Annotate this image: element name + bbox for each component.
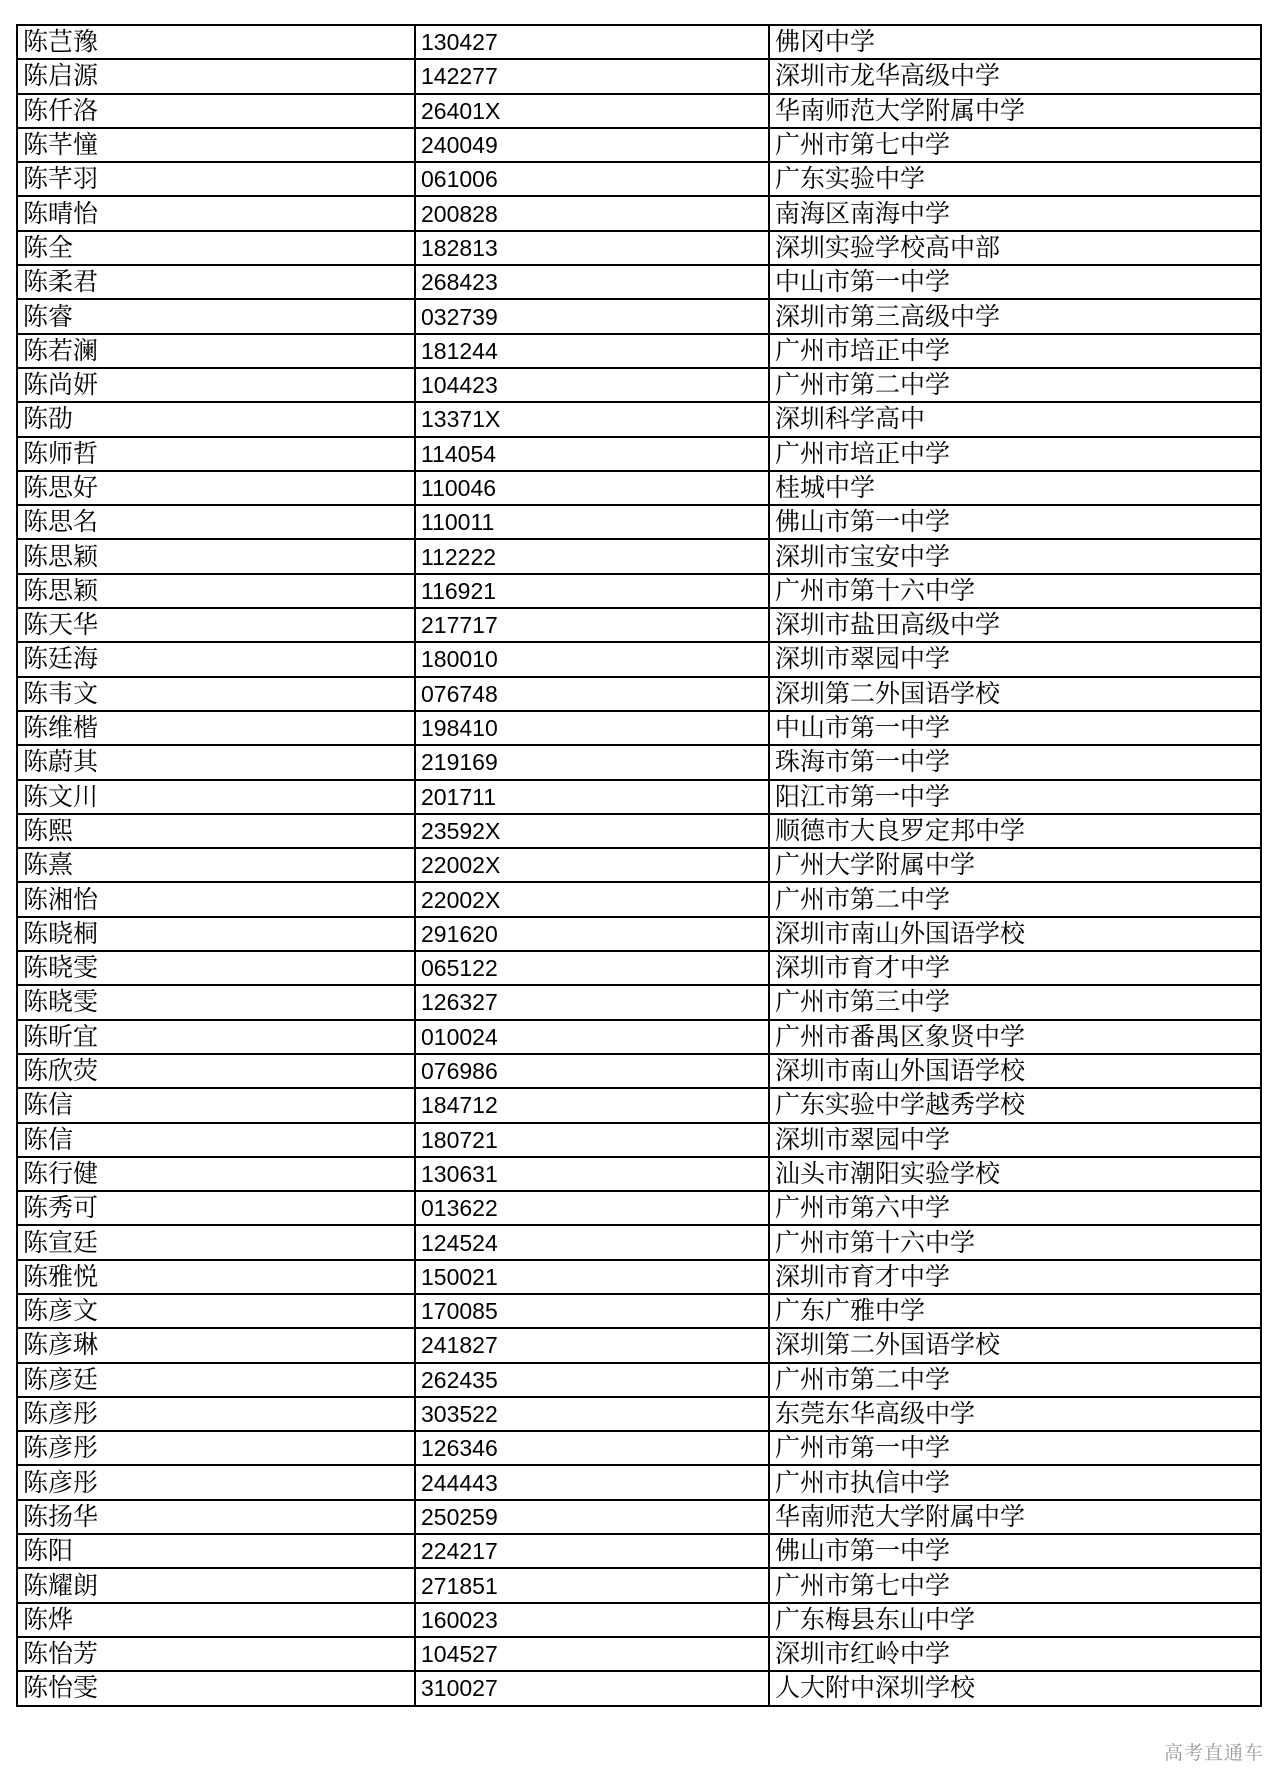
- school-cell: 佛冈中学: [769, 25, 1261, 59]
- id-cell: 23592X: [415, 814, 769, 848]
- table-row: [17, 882, 1261, 916]
- name-cell: 陈烨: [17, 1603, 415, 1637]
- table-row: [17, 94, 1261, 128]
- name-cell: 陈师哲: [17, 437, 415, 471]
- id-cell: 182813: [415, 231, 769, 265]
- name-cell: 陈宣廷: [17, 1225, 415, 1259]
- school-cell: 汕头市潮阳实验学校: [769, 1157, 1261, 1191]
- name-cell: 陈彦廷: [17, 1363, 415, 1397]
- id-cell: 010024: [415, 1020, 769, 1054]
- id-cell: 110011: [415, 505, 769, 539]
- name-cell: 陈信: [17, 1088, 415, 1122]
- name-cell: 陈秀可: [17, 1191, 415, 1225]
- school-cell: 深圳市育才中学: [769, 1260, 1261, 1294]
- name-cell: 陈彦文: [17, 1294, 415, 1328]
- school-cell: 东莞东华高级中学: [769, 1397, 1261, 1431]
- school-cell: 深圳市育才中学: [769, 951, 1261, 985]
- name-cell: 陈晓雯: [17, 951, 415, 985]
- name-cell: 陈熙: [17, 814, 415, 848]
- school-cell: 广州市第七中学: [769, 1568, 1261, 1602]
- id-cell: 201711: [415, 780, 769, 814]
- name-cell: 陈思名: [17, 505, 415, 539]
- school-cell: 深圳市龙华高级中学: [769, 59, 1261, 93]
- table-row: [17, 1500, 1261, 1534]
- name-cell: 陈耀朗: [17, 1568, 415, 1602]
- table-row: [17, 505, 1261, 539]
- id-cell: 170085: [415, 1294, 769, 1328]
- id-cell: 291620: [415, 917, 769, 951]
- table-row: [17, 608, 1261, 642]
- student-table: [16, 24, 1262, 1707]
- name-cell: 陈行健: [17, 1157, 415, 1191]
- name-cell: 陈芊羽: [17, 162, 415, 196]
- school-cell: 广州市第二中学: [769, 1363, 1261, 1397]
- table-row: [17, 437, 1261, 471]
- school-cell: 华南师范大学附属中学: [769, 1500, 1261, 1534]
- school-cell: 广州市第十六中学: [769, 1225, 1261, 1259]
- id-cell: 200828: [415, 196, 769, 230]
- table-row: [17, 745, 1261, 779]
- table-row: [17, 59, 1261, 93]
- school-cell: 广州市第七中学: [769, 128, 1261, 162]
- table-row: [17, 1363, 1261, 1397]
- name-cell: 陈启源: [17, 59, 415, 93]
- school-cell: 广州市执信中学: [769, 1465, 1261, 1499]
- table-row: [17, 1397, 1261, 1431]
- school-cell: 深圳第二外国语学校: [769, 677, 1261, 711]
- table-row: [17, 780, 1261, 814]
- school-cell: 华南师范大学附属中学: [769, 94, 1261, 128]
- name-cell: 陈睿: [17, 299, 415, 333]
- name-cell: 陈思好: [17, 471, 415, 505]
- table-row: [17, 368, 1261, 402]
- id-cell: 184712: [415, 1088, 769, 1122]
- school-cell: 广州市第二中学: [769, 368, 1261, 402]
- table-row: [17, 1123, 1261, 1157]
- id-cell: 181244: [415, 334, 769, 368]
- id-cell: 126346: [415, 1431, 769, 1465]
- table-row: [17, 574, 1261, 608]
- name-cell: 陈湘怡: [17, 882, 415, 916]
- name-cell: 陈韦文: [17, 677, 415, 711]
- school-cell: 佛山市第一中学: [769, 505, 1261, 539]
- id-cell: 241827: [415, 1328, 769, 1362]
- id-cell: 224217: [415, 1534, 769, 1568]
- name-cell: 陈彦彤: [17, 1397, 415, 1431]
- id-cell: 268423: [415, 265, 769, 299]
- school-cell: 中山市第一中学: [769, 265, 1261, 299]
- name-cell: 陈廷海: [17, 642, 415, 676]
- id-cell: 22002X: [415, 882, 769, 916]
- name-cell: 陈晴怡: [17, 196, 415, 230]
- table-row: [17, 128, 1261, 162]
- name-cell: 陈欣荧: [17, 1054, 415, 1088]
- id-cell: 076986: [415, 1054, 769, 1088]
- name-cell: 陈雅悦: [17, 1260, 415, 1294]
- id-cell: 130427: [415, 25, 769, 59]
- table-row: [17, 1191, 1261, 1225]
- name-cell: 陈扬华: [17, 1500, 415, 1534]
- name-cell: 陈晓桐: [17, 917, 415, 951]
- name-cell: 陈彦彤: [17, 1465, 415, 1499]
- id-cell: 160023: [415, 1603, 769, 1637]
- id-cell: 116921: [415, 574, 769, 608]
- school-cell: 广东梅县东山中学: [769, 1603, 1261, 1637]
- school-cell: 桂城中学: [769, 471, 1261, 505]
- id-cell: 217717: [415, 608, 769, 642]
- table-row: [17, 848, 1261, 882]
- id-cell: 124524: [415, 1225, 769, 1259]
- student-list: [16, 24, 1260, 1707]
- table-row: [17, 471, 1261, 505]
- id-cell: 013622: [415, 1191, 769, 1225]
- id-cell: 219169: [415, 745, 769, 779]
- name-cell: 陈彦彤: [17, 1431, 415, 1465]
- id-cell: 104423: [415, 368, 769, 402]
- id-cell: 244443: [415, 1465, 769, 1499]
- school-cell: 广州市第六中学: [769, 1191, 1261, 1225]
- id-cell: 303522: [415, 1397, 769, 1431]
- school-cell: 广州市培正中学: [769, 437, 1261, 471]
- school-cell: 广州市番禺区象贤中学: [769, 1020, 1261, 1054]
- table-row: [17, 677, 1261, 711]
- id-cell: 250259: [415, 1500, 769, 1534]
- school-cell: 中山市第一中学: [769, 711, 1261, 745]
- school-cell: 广州市第十六中学: [769, 574, 1261, 608]
- table-row: [17, 1328, 1261, 1362]
- table-row: [17, 1534, 1261, 1568]
- school-cell: 深圳市南山外国语学校: [769, 917, 1261, 951]
- name-cell: 陈维楷: [17, 711, 415, 745]
- name-cell: 陈芊憧: [17, 128, 415, 162]
- id-cell: 032739: [415, 299, 769, 333]
- school-cell: 深圳科学高中: [769, 402, 1261, 436]
- id-cell: 240049: [415, 128, 769, 162]
- id-cell: 180721: [415, 1123, 769, 1157]
- school-cell: 深圳市南山外国语学校: [769, 1054, 1261, 1088]
- name-cell: 陈劭: [17, 402, 415, 436]
- school-cell: 阳江市第一中学: [769, 780, 1261, 814]
- id-cell: 310027: [415, 1671, 769, 1705]
- id-cell: 126327: [415, 985, 769, 1019]
- table-row: [17, 1603, 1261, 1637]
- school-cell: 深圳市第三高级中学: [769, 299, 1261, 333]
- table-row: [17, 196, 1261, 230]
- school-cell: 广州市第三中学: [769, 985, 1261, 1019]
- school-cell: 广东广雅中学: [769, 1294, 1261, 1328]
- name-cell: 陈天华: [17, 608, 415, 642]
- table-row: [17, 1431, 1261, 1465]
- id-cell: 262435: [415, 1363, 769, 1397]
- name-cell: 陈阳: [17, 1534, 415, 1568]
- table-row: [17, 334, 1261, 368]
- id-cell: 22002X: [415, 848, 769, 882]
- school-cell: 珠海市第一中学: [769, 745, 1261, 779]
- school-cell: 顺德市大良罗定邦中学: [769, 814, 1261, 848]
- name-cell: 陈熹: [17, 848, 415, 882]
- table-row: [17, 985, 1261, 1019]
- table-row: [17, 1088, 1261, 1122]
- table-row: [17, 642, 1261, 676]
- table-row: [17, 711, 1261, 745]
- name-cell: 陈思颖: [17, 574, 415, 608]
- name-cell: 陈怡雯: [17, 1671, 415, 1705]
- school-cell: 广州市第一中学: [769, 1431, 1261, 1465]
- school-cell: 深圳市宝安中学: [769, 539, 1261, 573]
- table-row: [17, 1157, 1261, 1191]
- id-cell: 114054: [415, 437, 769, 471]
- table-row: [17, 1294, 1261, 1328]
- name-cell: 陈全: [17, 231, 415, 265]
- school-cell: 深圳第二外国语学校: [769, 1328, 1261, 1362]
- table-row: [17, 402, 1261, 436]
- school-cell: 深圳市翠园中学: [769, 642, 1261, 676]
- table-row: [17, 1465, 1261, 1499]
- table-row: [17, 1671, 1261, 1705]
- table-body: [17, 25, 1261, 1706]
- id-cell: 26401X: [415, 94, 769, 128]
- name-cell: 陈柔君: [17, 265, 415, 299]
- table-row: [17, 25, 1261, 59]
- table-row: [17, 814, 1261, 848]
- table-row: [17, 917, 1261, 951]
- name-cell: 陈尚妍: [17, 368, 415, 402]
- school-cell: 人大附中深圳学校: [769, 1671, 1261, 1705]
- name-cell: 陈芑豫: [17, 25, 415, 59]
- name-cell: 陈晓雯: [17, 985, 415, 1019]
- id-cell: 198410: [415, 711, 769, 745]
- school-cell: 深圳市翠园中学: [769, 1123, 1261, 1157]
- table-row: [17, 1020, 1261, 1054]
- id-cell: 076748: [415, 677, 769, 711]
- id-cell: 180010: [415, 642, 769, 676]
- school-cell: 南海区南海中学: [769, 196, 1261, 230]
- school-cell: 深圳实验学校高中部: [769, 231, 1261, 265]
- id-cell: 112222: [415, 539, 769, 573]
- table-row: [17, 1568, 1261, 1602]
- table-row: [17, 1637, 1261, 1671]
- table-row: [17, 299, 1261, 333]
- school-cell: 广州大学附属中学: [769, 848, 1261, 882]
- id-cell: 130631: [415, 1157, 769, 1191]
- school-cell: 广东实验中学: [769, 162, 1261, 196]
- name-cell: 陈思颖: [17, 539, 415, 573]
- id-cell: 150021: [415, 1260, 769, 1294]
- school-cell: 深圳市红岭中学: [769, 1637, 1261, 1671]
- watermark: 高考直通车: [1163, 1742, 1264, 1764]
- school-cell: 广州市培正中学: [769, 334, 1261, 368]
- table-row: [17, 951, 1261, 985]
- id-cell: 104527: [415, 1637, 769, 1671]
- table-row: [17, 265, 1261, 299]
- id-cell: 13371X: [415, 402, 769, 436]
- table-row: [17, 231, 1261, 265]
- name-cell: 陈若澜: [17, 334, 415, 368]
- name-cell: 陈信: [17, 1123, 415, 1157]
- name-cell: 陈蔚其: [17, 745, 415, 779]
- table-row: [17, 1225, 1261, 1259]
- id-cell: 110046: [415, 471, 769, 505]
- school-cell: 广州市第二中学: [769, 882, 1261, 916]
- name-cell: 陈文川: [17, 780, 415, 814]
- school-cell: 广东实验中学越秀学校: [769, 1088, 1261, 1122]
- table-row: [17, 539, 1261, 573]
- name-cell: 陈彦琳: [17, 1328, 415, 1362]
- name-cell: 陈怡芳: [17, 1637, 415, 1671]
- name-cell: 陈昕宜: [17, 1020, 415, 1054]
- id-cell: 142277: [415, 59, 769, 93]
- name-cell: 陈仟洛: [17, 94, 415, 128]
- school-cell: 佛山市第一中学: [769, 1534, 1261, 1568]
- table-row: [17, 1054, 1261, 1088]
- table-row: [17, 162, 1261, 196]
- school-cell: 深圳市盐田高级中学: [769, 608, 1261, 642]
- id-cell: 061006: [415, 162, 769, 196]
- id-cell: 065122: [415, 951, 769, 985]
- table-row: [17, 1260, 1261, 1294]
- id-cell: 271851: [415, 1568, 769, 1602]
